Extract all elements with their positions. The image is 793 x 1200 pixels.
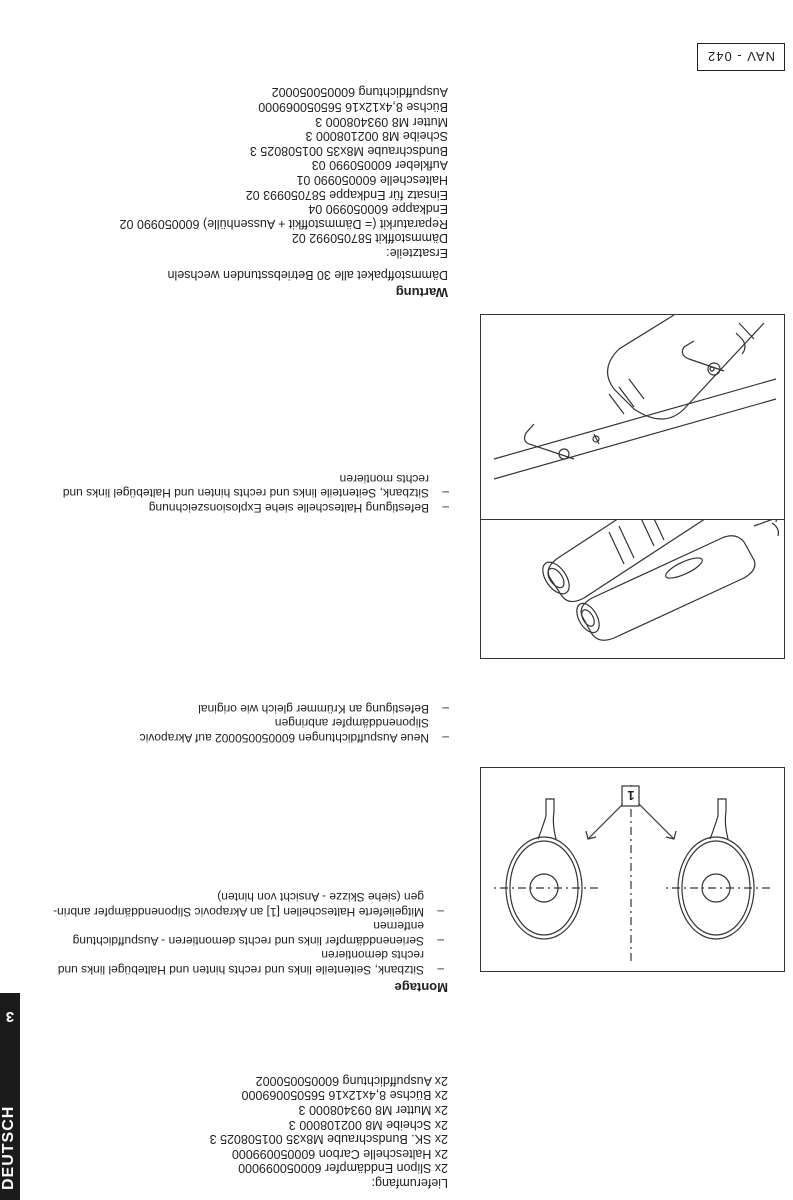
wartung-section bbox=[168, 267, 448, 300]
list-item: Mutter M8 093408000 3 bbox=[315, 114, 448, 129]
list-item: Aufkleber 600050990 03 bbox=[311, 158, 448, 173]
page-number: 3 bbox=[5, 1008, 15, 1025]
wartung-text: Dämmstoffpaket alle 30 Betriebsstunden wechseln bbox=[167, 268, 448, 282]
list-item: 2x Scheibe M8 002108000 3 bbox=[288, 1117, 448, 1132]
montage-section-2 bbox=[140, 702, 453, 746]
list-item: Reparaturkit (= Dämmstoffkit + Aussenhülle) 600050990 02 bbox=[119, 216, 448, 231]
list-item: 2x SK. Bundschraube M8x35 001508025 3 bbox=[209, 1132, 448, 1147]
montage-section bbox=[53, 890, 448, 995]
montage-step: – Befestigung Halteschelle siehe Explosionszeichnung bbox=[63, 501, 453, 516]
document-code-box bbox=[697, 43, 785, 71]
list-item: Bundschraube M8x35 001508025 3 bbox=[249, 143, 448, 158]
montage-step-continued: entfernen bbox=[373, 919, 424, 934]
callout-label: 1 bbox=[627, 788, 635, 803]
lieferumfang-section bbox=[210, 1073, 448, 1190]
list-item: Scheibe M8 002108000 3 bbox=[305, 129, 448, 144]
montage-step: – Befestigung an Krümmer gleich wie original bbox=[140, 702, 453, 717]
montage-step-continued: rechts montieren bbox=[339, 472, 429, 486]
list-item: Endkappe 600050990 04 bbox=[308, 202, 448, 217]
montage-step: – Sitzbank, Seitenteile links und rechts hinten und Haltebügel links und bbox=[53, 963, 448, 978]
montage-step: – Sitzbank, Seitenteile links und rechts hinten und Haltebügel links und bbox=[63, 486, 453, 501]
montage-step: – Neue Auspuffdichtungen 600050050002 auf Akrapovic bbox=[140, 731, 453, 746]
list-item: Auspuffdichtung 600050050002 bbox=[271, 85, 448, 100]
montage-heading: Montage bbox=[394, 980, 448, 995]
figure-mounting-detail bbox=[480, 314, 785, 520]
mounting-diagram bbox=[481, 315, 784, 519]
clamp-diagram bbox=[481, 768, 784, 971]
figure-clamp-rear-view bbox=[480, 767, 785, 972]
wartung-heading: Wartung bbox=[395, 285, 448, 300]
list-item: 2x Halteschelle Carbon 600050099000 bbox=[231, 1146, 448, 1161]
list-item: 2x Mutter M8 093408000 3 bbox=[298, 1103, 448, 1118]
montage-step-continued: rechts demontieren bbox=[321, 948, 424, 963]
language-tab-label: DEUTSCH bbox=[0, 1105, 17, 1190]
montage-step: – Serienenddämpfer links und rechts demontieren - Auspuffdichtung bbox=[53, 934, 448, 949]
ersatzteile-title: Ersatzteile: bbox=[386, 246, 448, 260]
list-item: 2x Slipon Enddämpfer 600050099000 bbox=[238, 1161, 448, 1176]
list-item: Einsatz für Endkappe 587050993 02 bbox=[245, 187, 448, 202]
montage-step-continued: Sliponenddämpfer anbringen bbox=[274, 716, 429, 731]
document-code: NAV - 042 bbox=[707, 49, 776, 65]
list-item: Büchse 8,4x12x16 565050069000 bbox=[258, 100, 448, 115]
montage-step-continued: gen (siehe Skizze - Ansicht von hinten) bbox=[217, 890, 424, 905]
list-item: Dämmstoffkit 587050992 02 bbox=[291, 231, 448, 246]
ersatzteile-section bbox=[120, 85, 448, 260]
list-item: Halteschelle 600050990 01 bbox=[296, 173, 448, 188]
montage-step: – Mitgelieferte Halteschellen [1] an Akrapovic Sliponenddämpfer anbrin- bbox=[53, 905, 448, 920]
lieferumfang-title: Lieferumfang: bbox=[371, 1176, 448, 1190]
montage-section-3 bbox=[63, 472, 453, 516]
list-item: 2x Büchse 8,4x12x16 565050069000 bbox=[241, 1088, 448, 1103]
list-item: 2x Auspuffdichtung 600050050002 bbox=[255, 1073, 448, 1088]
